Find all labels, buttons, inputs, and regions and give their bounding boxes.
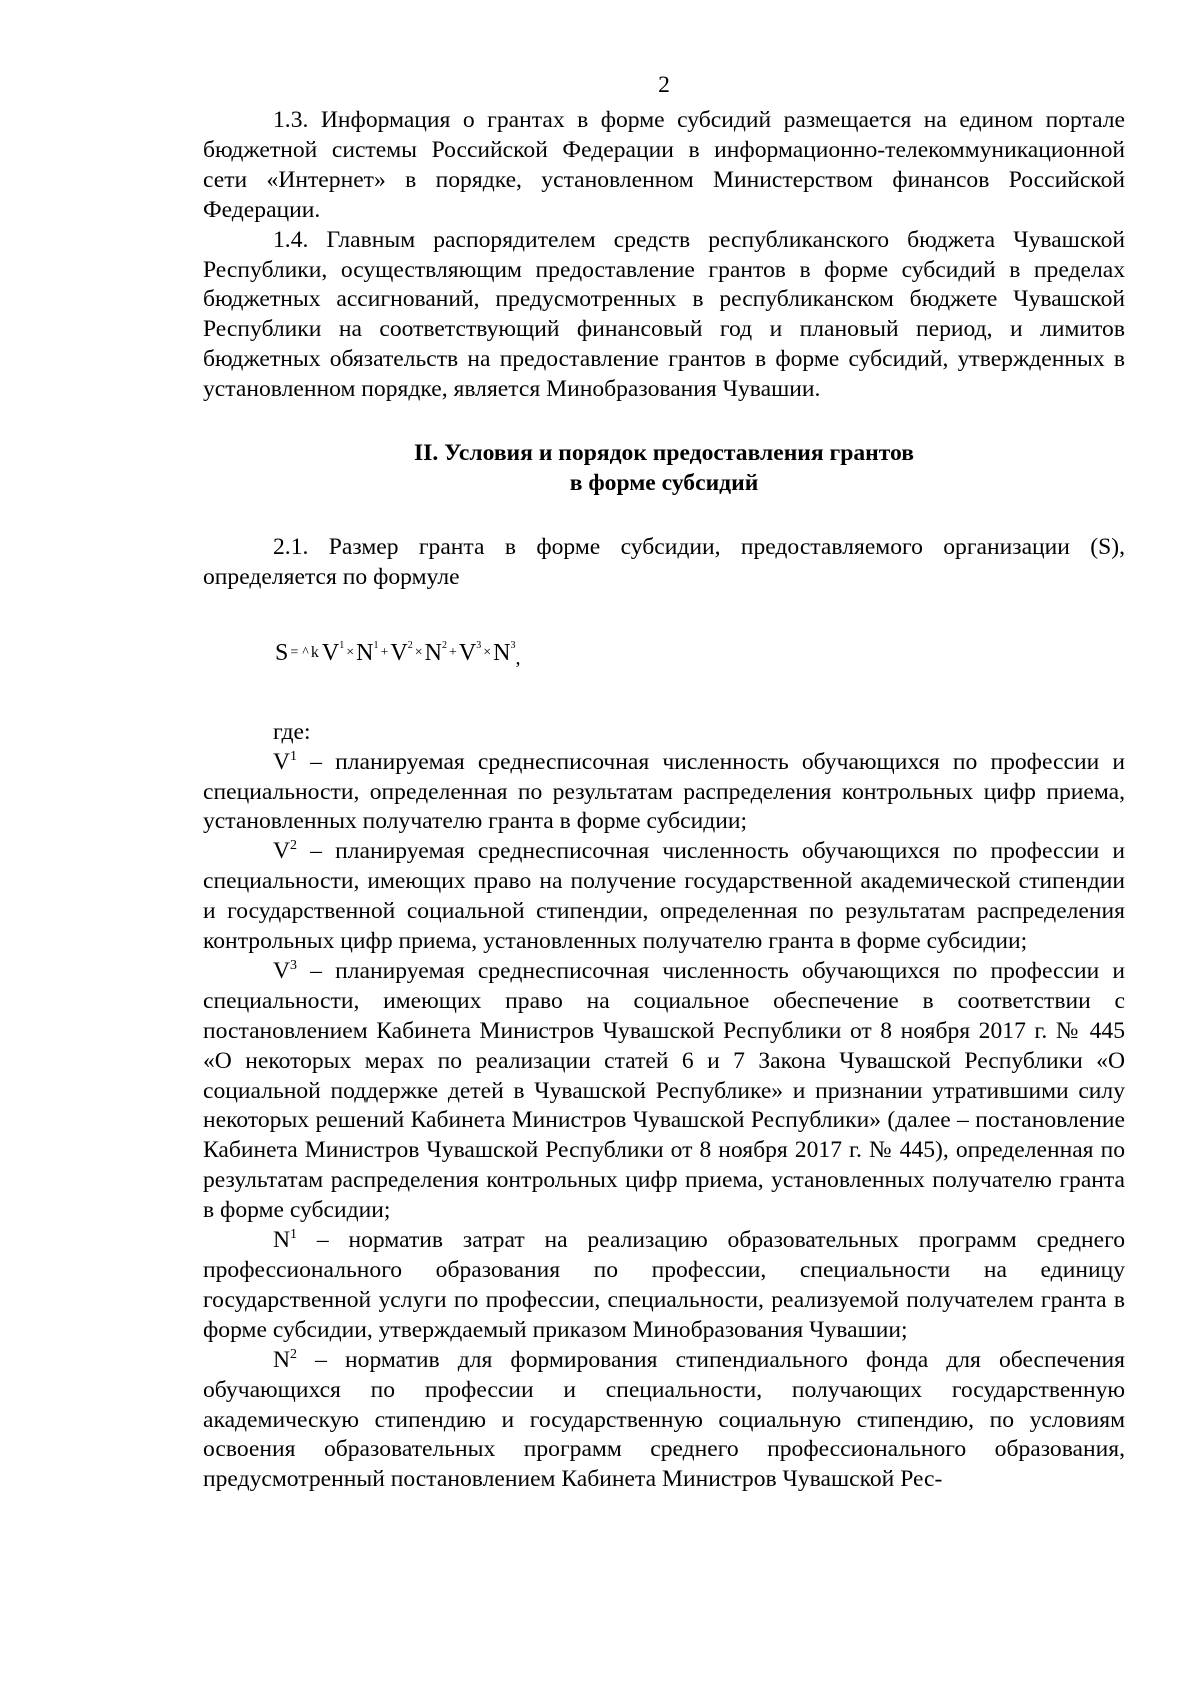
formula-n2-sup: 2 bbox=[441, 639, 447, 651]
definition-var: V bbox=[273, 957, 291, 984]
formula-n2: N bbox=[424, 639, 442, 666]
definition-var-sup: 2 bbox=[290, 1346, 298, 1362]
definition-v2 bbox=[203, 837, 1125, 957]
formula-times-3: × bbox=[483, 644, 492, 660]
paragraph-1-4: 1.4. Главным распорядителем средств республиканского бюджета Чувашской Республики, осуществляющим предоставление грантов в форме субсидий в пределах бюджетных ассигнований, предусмотренных в республиканском бюджете Чувашской Республики на соответствующий финансовый год и плановый период, и лимитов бюджетных обязательств на предоставление грантов в форме субсидий, утвержденных в установленном порядке, является Минобразования Чувашии. bbox=[203, 226, 1125, 403]
formula-caret: ^ bbox=[302, 644, 309, 660]
formula-plus-1: + bbox=[380, 644, 389, 660]
definition-var-sup: 2 bbox=[290, 838, 298, 854]
definition-text: – планируемая среднесписочная численность обучающихся по профессии и специальности, имеющих право на социальное обеспечение в соответствии с постановлением Кабинета Министров Чувашской Республики от 8 ноября 2017 г. № 445 «О некоторых мерах по реализации статей 6 и 7 Закона Чувашской Республики «О социальной поддержке детей в Чувашской Республике» и признании утратившими силу некоторых решений Кабинета Министров Чувашской Республики» (далее – постановление Кабинета Министров Чувашской Республики от 8 ноября 2017 г. № 445), определенная по результатам распределения контрольных цифр приема, установленных получателю гранта в форме субсидии; bbox=[203, 957, 1125, 1224]
formula-n3: N bbox=[493, 639, 511, 666]
definition-var-sup: 1 bbox=[290, 748, 298, 764]
page-number: 2 bbox=[658, 72, 670, 98]
formula-v2-sup: 2 bbox=[407, 639, 413, 651]
formula-times-2: × bbox=[414, 644, 423, 660]
formula-v3-sup: 3 bbox=[476, 639, 482, 651]
formula-v2: V bbox=[390, 639, 408, 666]
formula-lhs: S bbox=[275, 639, 289, 666]
definition-var-sup: 3 bbox=[290, 958, 298, 974]
definition-var-sup: 1 bbox=[290, 1227, 298, 1243]
document-page bbox=[203, 70, 1125, 1495]
formula-times-1: × bbox=[346, 644, 355, 660]
definition-n2 bbox=[203, 1346, 1125, 1496]
formula-v3: V bbox=[458, 639, 477, 666]
grant-formula bbox=[203, 635, 1125, 676]
definition-text: – норматив затрат на реализацию образовательных программ среднего профессионального образования по профессии, специальности на единицу государственной услуги по профессии, специальности, реализуемой получателем гранта в форме субсидии, утверждаемый приказом Минобразования Чувашии; bbox=[203, 1227, 1125, 1343]
section-heading-line-2: в форме субсидий bbox=[569, 469, 759, 496]
definition-v3 bbox=[203, 957, 1125, 1226]
formula-n1-sup: 1 bbox=[373, 639, 379, 651]
definition-text: – планируемая среднесписочная численность обучающихся по профессии и специальности, имеющих право на получение государственной академической стипендии и государственной социальной стипендии, определенная по результатам распределения контрольных цифр приема, установленных получателю гранта в форме субсидии; bbox=[203, 838, 1125, 955]
definition-text: – планируемая среднесписочная численность обучающихся по профессии и специальности, определенная по результатам распределения контрольных цифр приема, установленных получателю гранта в форме субсидии; bbox=[203, 748, 1125, 835]
formula-n3-sup: 3 bbox=[510, 639, 516, 651]
definition-var: V bbox=[273, 748, 291, 775]
definition-text: – норматив для формирования стипендиального фонда для обеспечения обучающихся по профессии и специальности, получающих государственную академическую стипендию и государственную социальную стипендию, по условиям освоения образовательных программ среднего профессионального образования, предусмотренный постановлением Кабинета Министров Чувашской Рес- bbox=[203, 1346, 1125, 1493]
definition-var: N bbox=[273, 1346, 291, 1373]
definition-var: V bbox=[273, 838, 291, 865]
paragraph-1-3: 1.3. Информация о грантах в форме субсидий размещается на едином портале бюджетной системы Российской Федерации в информационно-телекоммуникационной сети «Интернет» в порядке, установленном Министерством финансов Российской Федерации. bbox=[203, 107, 1125, 223]
section-heading-line-1: II. Условия и порядок предоставления грантов bbox=[413, 440, 915, 467]
formula-v1: V bbox=[321, 639, 340, 666]
formula-comma: , bbox=[515, 646, 521, 669]
formula-plus-2: + bbox=[448, 644, 457, 660]
where-label: где: bbox=[273, 718, 311, 745]
definition-var: N bbox=[273, 1227, 291, 1254]
formula-equals: = bbox=[290, 644, 299, 660]
formula-k: k bbox=[310, 643, 319, 661]
definition-v1 bbox=[203, 748, 1125, 838]
formula-v1-sup: 1 bbox=[339, 639, 345, 651]
paragraph-2-1: 2.1. Размер гранта в форме субсидии, предоставляемого организации (S), определяется по формуле bbox=[203, 533, 1125, 590]
formula-n1: N bbox=[356, 639, 374, 666]
definition-n1 bbox=[203, 1226, 1125, 1346]
section-heading bbox=[203, 439, 1125, 499]
